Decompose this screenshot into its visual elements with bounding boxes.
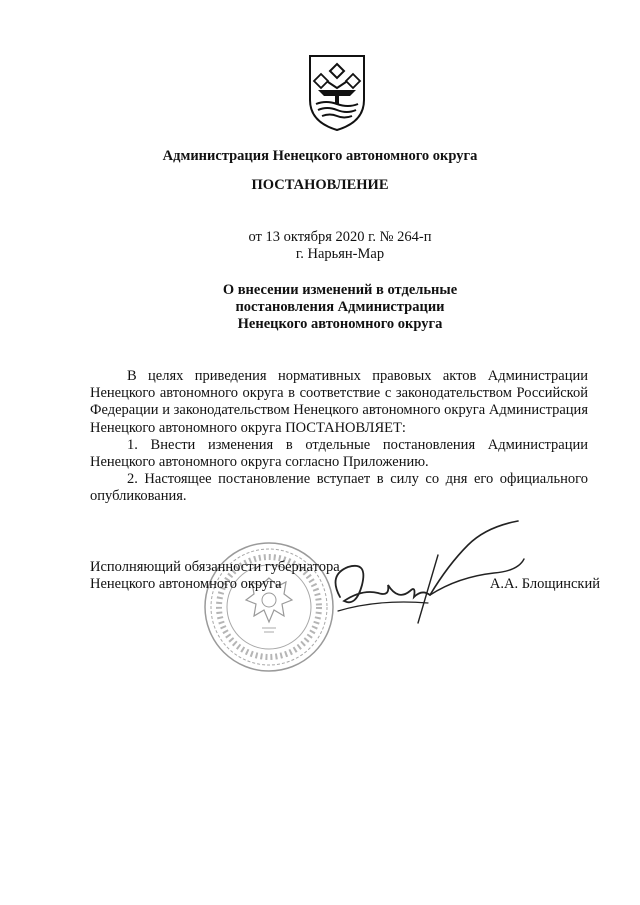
- coat-of-arms-icon: [306, 54, 368, 132]
- subject-line: постановления Администрации: [235, 299, 445, 315]
- document-body: [90, 368, 588, 506]
- document-type: ПОСТАНОВЛЕНИЕ: [251, 177, 389, 193]
- signer-name: А.А. Блощинский: [489, 576, 600, 592]
- organization-name: Администрация Ненецкого автономного округа: [162, 148, 478, 164]
- position-line: Ненецкого автономного округа: [90, 576, 282, 593]
- preamble-paragraph: В целях приведения нормативных правовых актов Администрации Ненецкого автономного округа в соответствие с законодательством Российской Федерации и законодательством Ненецкого автономного округа Администрация Ненецкого автономного округа ПОСТАНОВЛЯЕТ:: [90, 368, 588, 436]
- subject-line: О внесении изменений в отдельные: [222, 282, 458, 298]
- place-of-issue: г. Нарьян-Мар: [295, 246, 385, 262]
- body-item: 1. Внести изменения в отдельные постановления Администрации Ненецкого автономного округа согласно Приложению.: [90, 436, 588, 471]
- position-line: Исполняющий обязанности губернатора: [90, 559, 340, 575]
- date-number-line: от 13 октября 2020 г. № 264-п: [248, 229, 432, 245]
- body-item: 2. Настоящее постановление вступает в силу со дня его официального опубликования.: [90, 471, 588, 505]
- subject-line: Ненецкого автономного округа: [237, 316, 443, 332]
- document-subject: [0, 282, 640, 333]
- handwritten-signature-icon: [318, 515, 528, 625]
